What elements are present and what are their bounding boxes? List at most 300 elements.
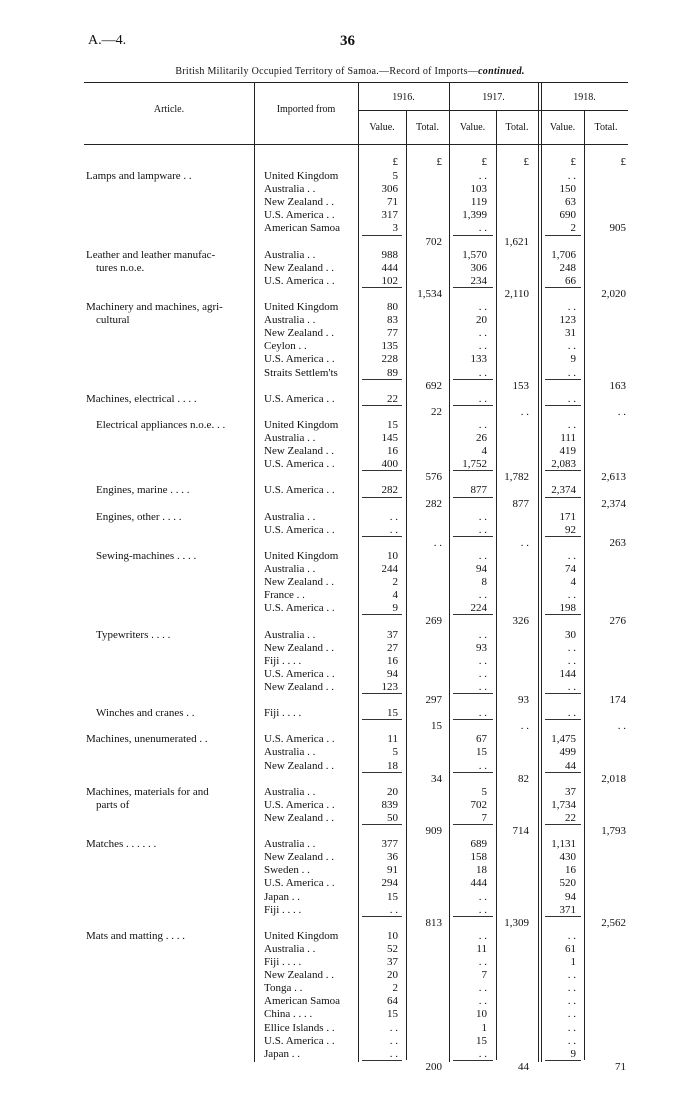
value-1916-cell: 20	[387, 785, 398, 798]
value-1916-cell: 37	[387, 956, 398, 968]
table-row	[0, 406, 700, 419]
article-cell: Electrical appliances n.o.e. . .	[96, 418, 226, 431]
subtotal-rule	[362, 693, 402, 694]
value-1918-cell: . .	[567, 1021, 576, 1034]
value-1918-cell: . .	[567, 340, 576, 353]
imported-from-cell: New Zealand . .	[264, 811, 334, 824]
value-1918-cell: 1,706	[551, 248, 576, 261]
subtotal-rule	[453, 470, 493, 471]
imported-from-cell: U.S. America . .	[264, 523, 335, 536]
imported-from-cell: Australia . .	[264, 248, 316, 261]
value-1917-cell: . .	[478, 510, 487, 523]
currency-symbol: £	[523, 156, 529, 168]
value-1917-cell: 15	[476, 746, 487, 759]
value-1916-cell: 444	[381, 261, 398, 274]
value-1918-cell: 30	[565, 628, 576, 641]
subtotal-rule	[362, 287, 402, 288]
value-1917-cell: 11	[476, 942, 487, 955]
table-row	[0, 445, 700, 458]
value-1918-cell: 44	[565, 759, 576, 772]
total-1916-cell: 1,534	[417, 287, 442, 300]
value-1917-cell: 1,570	[462, 248, 487, 261]
header-year-1916: 1916.	[392, 92, 415, 103]
imported-from-cell: New Zealand . .	[264, 680, 334, 693]
value-1918-cell: 31	[565, 327, 576, 340]
value-1917-cell: . .	[478, 707, 487, 720]
value-1916-cell: 16	[387, 445, 398, 458]
subtotal-rule	[545, 824, 581, 825]
table-title-main: British Militarily Occupied Territory of Samoa.—Record of Imports—	[175, 66, 479, 77]
subtotal-rule	[545, 235, 581, 236]
table-row	[0, 642, 700, 655]
value-1918-cell: 1	[570, 956, 576, 968]
table-row	[0, 773, 700, 786]
value-1917-cell: 67	[476, 733, 487, 746]
imported-from-cell: New Zealand . .	[264, 445, 334, 458]
value-1918-cell: 144	[559, 667, 576, 680]
article-cell: Machinery and machines, agri-	[86, 301, 223, 313]
value-1918-cell: 37	[565, 785, 576, 798]
value-1917-cell: . .	[478, 301, 487, 313]
table-row	[0, 419, 700, 432]
value-1917-cell: . .	[478, 956, 487, 968]
value-1917-cell: . .	[478, 340, 487, 353]
value-1916-cell: 2	[392, 576, 398, 589]
value-1918-cell: 74	[565, 563, 576, 575]
total-1917-cell: 153	[512, 379, 529, 392]
value-1916-cell: 228	[381, 353, 398, 366]
value-1918-cell: 9	[570, 353, 576, 366]
value-1917-cell: 15	[476, 1034, 487, 1047]
value-1916-cell: 36	[387, 851, 398, 864]
article-cell: Engines, other . . . .	[96, 510, 182, 523]
subtotal-rule	[545, 497, 581, 498]
value-1917-cell: 8	[481, 576, 487, 589]
currency-symbol: £	[436, 156, 442, 168]
table-row	[0, 982, 700, 995]
total-1916-cell: 282	[425, 497, 442, 510]
imported-from-cell: U.S. America . .	[264, 733, 335, 746]
header-imported-from: Imported from	[276, 104, 336, 115]
value-1918-cell: . .	[567, 366, 576, 379]
value-1916-cell: 89	[387, 366, 398, 379]
subtotal-rule	[362, 916, 402, 917]
header-total-1918: Total.	[594, 122, 618, 133]
subtotal-rule	[362, 614, 402, 615]
total-1917-cell: 877	[512, 497, 529, 510]
total-1917-cell: 326	[512, 615, 529, 628]
value-1916-cell: 83	[387, 314, 398, 327]
total-1917-cell: . .	[520, 405, 529, 418]
header-total-1916: Total.	[416, 122, 439, 133]
value-1917-cell: . .	[478, 628, 487, 641]
total-1917-cell: 1,621	[504, 235, 529, 248]
subtotal-rule	[453, 614, 493, 615]
table-row	[0, 1048, 700, 1061]
imported-from-cell: Australia . .	[264, 314, 316, 327]
value-1916-cell: 282	[381, 484, 398, 497]
value-1916-cell: 80	[387, 301, 398, 313]
imported-from-cell: New Zealand . .	[264, 759, 334, 772]
total-1918-cell: 905	[609, 222, 626, 235]
article-cell: cultural	[96, 314, 130, 327]
imported-from-cell: U.S. America . .	[264, 484, 335, 497]
table-row	[0, 524, 700, 537]
table-row	[0, 904, 700, 917]
value-1918-cell: 9	[570, 1047, 576, 1060]
imported-from-cell: France . .	[264, 589, 305, 602]
value-1918-cell: 198	[559, 602, 576, 615]
header-value-1917: Value.	[459, 122, 486, 133]
table-title-suffix: continued.	[478, 66, 525, 77]
value-1918-cell: . .	[567, 969, 576, 982]
table-row	[0, 471, 700, 484]
subtotal-rule	[453, 536, 493, 537]
value-1917-cell: . .	[478, 995, 487, 1008]
value-1918-cell: . .	[567, 995, 576, 1008]
value-1918-cell: . .	[567, 392, 576, 405]
subtotal-rule	[545, 614, 581, 615]
subtotal-rule	[453, 693, 493, 694]
value-1917-cell: . .	[478, 654, 487, 667]
header-article: Article.	[153, 104, 185, 115]
table-row	[0, 930, 700, 943]
subtotal-rule	[545, 379, 581, 380]
table-row	[0, 484, 700, 497]
table-row	[0, 602, 700, 615]
subtotal-rule	[545, 405, 581, 406]
total-1916-cell: . .	[433, 536, 442, 549]
imported-from-cell: U.S. America . .	[264, 274, 335, 287]
value-1918-cell: . .	[567, 170, 576, 182]
header-total-1917: Total.	[505, 122, 529, 133]
imported-from-cell: Fiji . . . .	[264, 956, 302, 968]
value-1917-cell: 7	[481, 811, 487, 824]
total-1917-cell: 1,309	[504, 916, 529, 929]
value-1918-cell: 1,131	[551, 838, 576, 851]
table-row	[0, 956, 700, 969]
value-1917-cell: . .	[478, 903, 487, 916]
header-top-rule	[84, 82, 628, 83]
table-row	[0, 891, 700, 904]
imported-from-cell: Ceylon . .	[264, 340, 307, 353]
subtotal-rule	[362, 379, 402, 380]
imported-from-cell: United Kingdom	[264, 549, 339, 562]
value-1917-cell: 5	[481, 785, 487, 798]
total-1916-cell: 15	[431, 720, 442, 733]
imported-from-cell: Japan . .	[264, 1047, 301, 1060]
value-1918-cell: 150	[559, 183, 576, 196]
value-1916-cell: 16	[387, 654, 398, 667]
total-1918-cell: 174	[609, 694, 626, 706]
total-1917-cell: 82	[518, 772, 529, 785]
value-1918-cell: 430	[559, 851, 576, 864]
total-1918-cell: 1,793	[601, 825, 626, 837]
value-1916-cell: 15	[387, 890, 398, 903]
imported-from-cell: New Zealand . .	[264, 327, 334, 340]
table-row	[0, 170, 700, 183]
table-row	[0, 943, 700, 956]
total-1917-cell: 44	[518, 1060, 529, 1073]
table-row	[0, 249, 700, 262]
imported-from-cell: U.S. America . .	[264, 458, 335, 471]
table-row	[0, 340, 700, 353]
total-1916-cell: 269	[425, 615, 442, 628]
total-1918-cell: 71	[615, 1060, 626, 1073]
subtotal-rule	[453, 405, 493, 406]
total-1916-cell: 909	[425, 825, 442, 837]
imported-from-cell: China . . . .	[264, 1008, 313, 1021]
value-1916-cell: 11	[387, 733, 398, 746]
table-row	[0, 786, 700, 799]
value-1917-cell: 93	[476, 641, 487, 654]
value-1916-cell: 839	[381, 798, 398, 811]
value-1918-cell: . .	[567, 654, 576, 667]
table-row	[0, 327, 700, 340]
value-1916-cell: 102	[381, 274, 398, 287]
value-1918-cell: 111	[560, 432, 576, 444]
value-1916-cell: 77	[387, 327, 398, 340]
value-1917-cell: . .	[478, 418, 487, 431]
table-row	[0, 498, 700, 511]
table-row	[0, 694, 700, 707]
table-title	[0, 66, 700, 77]
value-1916-cell: 64	[387, 995, 398, 1008]
table-row	[0, 380, 700, 393]
imported-from-cell: Australia . .	[264, 510, 316, 523]
article-cell: Typewriters . . . .	[96, 628, 171, 641]
subtotal-rule	[453, 235, 493, 236]
value-1918-cell: 690	[559, 209, 576, 222]
imported-from-cell: Straits Settlem'ts	[264, 366, 338, 379]
total-1918-cell: . .	[617, 405, 626, 418]
value-1917-cell: 224	[470, 602, 487, 615]
imported-from-cell: Australia . .	[264, 432, 316, 444]
table-row	[0, 655, 700, 668]
subtotal-rule	[453, 379, 493, 380]
value-1918-cell: 371	[559, 903, 576, 916]
value-1917-cell: . .	[478, 170, 487, 182]
table-row	[0, 262, 700, 275]
article-cell: Machines, materials for and	[86, 785, 209, 798]
subtotal-rule	[545, 470, 581, 471]
value-1917-cell: 94	[476, 563, 487, 575]
header-value-1918: Value.	[549, 122, 576, 133]
imported-from-cell: New Zealand . .	[264, 576, 334, 589]
table-row	[0, 196, 700, 209]
imported-from-cell: U.S. America . .	[264, 1034, 335, 1047]
subtotal-rule	[453, 719, 493, 720]
imported-from-cell: U.S. America . .	[264, 353, 335, 366]
table-row	[0, 1035, 700, 1048]
value-1918-cell: 2,083	[551, 458, 576, 471]
total-1917-cell: 2,110	[504, 287, 529, 300]
page-number: 36	[340, 33, 355, 49]
total-1916-cell: 576	[425, 471, 442, 484]
table-row	[0, 917, 700, 930]
value-1918-cell: 2,374	[551, 484, 576, 497]
subtotal-rule	[545, 772, 581, 773]
currency-row	[0, 156, 700, 169]
table-row	[0, 1061, 700, 1074]
header-value-1916: Value.	[369, 122, 395, 133]
value-1918-cell: 4	[570, 576, 576, 589]
currency-symbol: £	[620, 156, 626, 168]
total-1916-cell: 34	[431, 772, 442, 785]
total-1916-cell: 297	[425, 694, 442, 706]
imported-from-cell: Australia . .	[264, 838, 316, 851]
value-1916-cell: . .	[389, 523, 398, 536]
value-1916-cell: 3	[392, 222, 398, 235]
value-1916-cell: . .	[389, 1021, 398, 1034]
subtotal-rule	[362, 1060, 402, 1061]
subtotal-rule	[453, 1060, 493, 1061]
table-row	[0, 838, 700, 851]
total-1918-cell: 2,562	[601, 916, 626, 929]
value-1916-cell: 306	[381, 183, 398, 196]
table-row	[0, 1022, 700, 1035]
imported-from-cell: Tonga . .	[264, 982, 303, 995]
imported-from-cell: Sweden . .	[264, 864, 310, 877]
value-1918-cell: . .	[567, 301, 576, 313]
value-1917-cell: 1,399	[462, 209, 487, 222]
value-1916-cell: 15	[387, 707, 398, 720]
value-1916-cell: . .	[389, 1034, 398, 1047]
article-cell: Lamps and lampware . .	[86, 170, 192, 182]
imported-from-cell: New Zealand . .	[264, 969, 334, 982]
header-year-1918: 1918.	[573, 92, 596, 103]
value-1918-cell: . .	[567, 589, 576, 602]
imported-from-cell: U.S. America . .	[264, 209, 335, 222]
table-row	[0, 615, 700, 628]
value-1916-cell: 377	[381, 838, 398, 851]
table-row	[0, 812, 700, 825]
imported-from-cell: United Kingdom	[264, 301, 339, 313]
imported-from-cell: Fiji . . . .	[264, 707, 302, 720]
value-1918-cell: . .	[567, 680, 576, 693]
value-1918-cell: 499	[559, 746, 576, 759]
value-1916-cell: 317	[381, 209, 398, 222]
imported-from-cell: New Zealand . .	[264, 261, 334, 274]
value-1916-cell: 27	[387, 641, 398, 654]
value-1916-cell: . .	[389, 1047, 398, 1060]
subtotal-rule	[362, 497, 402, 498]
value-1917-cell: . .	[478, 1047, 487, 1060]
value-1917-cell: . .	[478, 523, 487, 536]
value-1917-cell: 702	[470, 798, 487, 811]
value-1916-cell: 123	[381, 680, 398, 693]
subtotal-rule	[362, 405, 402, 406]
value-1918-cell: . .	[567, 641, 576, 654]
value-1918-cell: . .	[567, 549, 576, 562]
value-1917-cell: 306	[470, 261, 487, 274]
imported-from-cell: Australia . .	[264, 785, 316, 798]
table-row	[0, 1008, 700, 1021]
subtotal-rule	[453, 824, 493, 825]
table-row	[0, 222, 700, 235]
total-1916-cell: 200	[425, 1060, 442, 1073]
value-1916-cell: . .	[389, 510, 398, 523]
value-1917-cell: 20	[476, 314, 487, 327]
table-row	[0, 995, 700, 1008]
imported-from-cell: New Zealand . .	[264, 851, 334, 864]
value-1916-cell: 22	[387, 392, 398, 405]
year-header-rule	[358, 110, 628, 111]
value-1917-cell: 444	[470, 877, 487, 890]
imported-from-cell: U.S. America . .	[264, 798, 335, 811]
table-row	[0, 851, 700, 864]
total-1918-cell: 2,020	[601, 287, 626, 300]
value-1918-cell: . .	[567, 1034, 576, 1047]
value-1916-cell: 4	[392, 589, 398, 602]
total-1918-cell: 2,018	[601, 772, 626, 785]
value-1918-cell: . .	[567, 418, 576, 431]
table-row	[0, 432, 700, 445]
table-row	[0, 353, 700, 366]
article-cell: Engines, marine . . . .	[96, 484, 190, 497]
total-1917-cell: 714	[512, 825, 529, 837]
value-1916-cell: 400	[381, 458, 398, 471]
value-1917-cell: . .	[478, 890, 487, 903]
value-1918-cell: 22	[565, 811, 576, 824]
table-row	[0, 720, 700, 733]
subtotal-rule	[362, 470, 402, 471]
table-row	[0, 825, 700, 838]
subtotal-rule	[453, 772, 493, 773]
imported-from-cell: U.S. America . .	[264, 877, 335, 890]
value-1917-cell: . .	[478, 589, 487, 602]
table-row	[0, 733, 700, 746]
value-1918-cell: 419	[559, 445, 576, 458]
total-1918-cell: 276	[609, 615, 626, 628]
value-1916-cell: . .	[389, 903, 398, 916]
article-cell: Machines, electrical . . . .	[86, 392, 197, 405]
value-1917-cell: . .	[478, 222, 487, 235]
table-row	[0, 589, 700, 602]
total-1917-cell: . .	[520, 720, 529, 733]
value-1916-cell: 988	[381, 248, 398, 261]
total-1916-cell: 813	[425, 916, 442, 929]
header-bottom-rule	[84, 144, 628, 145]
imported-from-cell: American Samoa	[264, 222, 341, 235]
article-cell: tures n.o.e.	[96, 261, 145, 274]
header-year-1917: 1917.	[482, 92, 505, 103]
table-row	[0, 629, 700, 642]
total-1917-cell: . .	[520, 536, 529, 549]
value-1917-cell: 18	[476, 864, 487, 877]
imported-from-cell: New Zealand . .	[264, 641, 334, 654]
value-1916-cell: 244	[381, 563, 398, 575]
subtotal-rule	[362, 719, 402, 720]
value-1916-cell: 15	[387, 1008, 398, 1021]
total-1917-cell: 1,782	[504, 471, 529, 484]
value-1916-cell: 5	[392, 746, 398, 759]
imported-from-cell: Ellice Islands . .	[264, 1021, 335, 1034]
total-1918-cell: 2,613	[601, 471, 626, 484]
value-1917-cell: 133	[470, 353, 487, 366]
subtotal-rule	[545, 1060, 581, 1061]
page-ref: A.—4.	[88, 33, 127, 48]
article-cell: Leather and leather manufac-	[86, 248, 216, 261]
value-1918-cell: 520	[559, 877, 576, 890]
value-1916-cell: 18	[387, 759, 398, 772]
table-row	[0, 236, 700, 249]
subtotal-rule	[453, 497, 493, 498]
subtotal-rule	[545, 693, 581, 694]
value-1918-cell: 1,475	[551, 733, 576, 746]
value-1917-cell: 26	[476, 432, 487, 444]
value-1917-cell: . .	[478, 680, 487, 693]
